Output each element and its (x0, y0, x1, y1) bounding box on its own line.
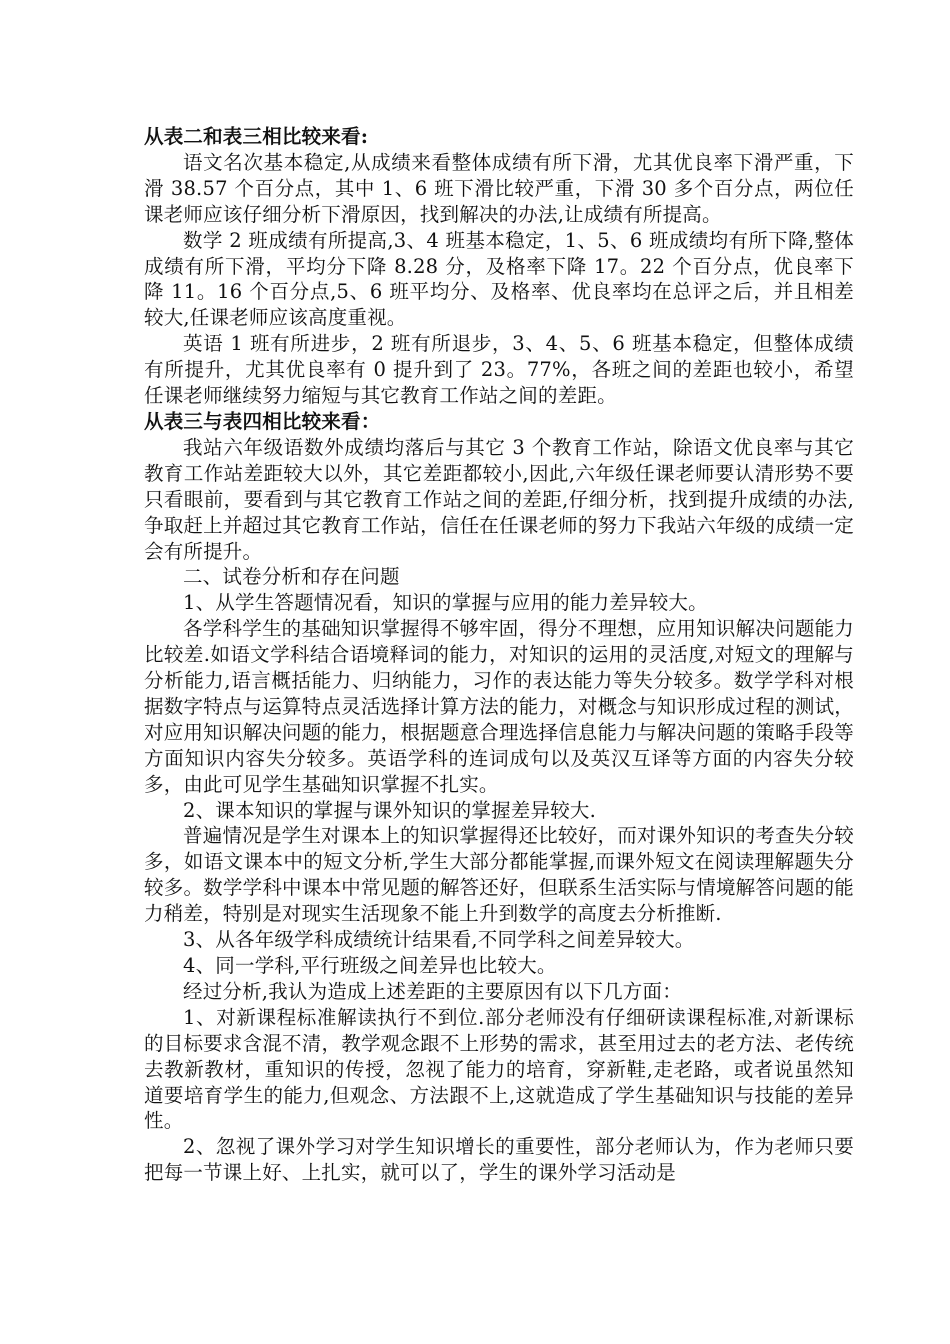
numbered-point: 1、从学生答题情况看，知识的掌握与应用的能力差异较大。 (183, 591, 708, 615)
numbered-point: 4、同一学科,平行班级之间差异也比较大。 (183, 954, 557, 977)
document-page (144, 124, 854, 1186)
paragraph: 语文名次基本稳定,从成绩来看整体成绩有所下滑，尤其优良率下滑严重，下滑 38.57 个百分点，其中 1、6 班下滑比较严重，下滑 30 多个百分点，两位任课老师应该仔细分析下滑原因，找到解决的办法,让成绩有所提高。 (144, 150, 854, 226)
numbered-point: 2、课本知识的掌握与课外知识的掌握差异较大. (183, 798, 597, 822)
paragraph: 我站六年级语数外成绩均落后与其它 3 个教育工作站，除语文优良率与其它教育工作站差距较大以外，其它差距都较小,因此,六年级任课老师要认清形势不要只看眼前，要看到与其它教育工作站之间的差距,仔细分析，找到提升成绩的办法,争取赶上并超过其它教育工作站，信任在任课老师的努力下我站六年级的成绩一定会有所提升。 (144, 435, 854, 563)
paragraph: 普遍情况是学生对课本上的知识掌握得还比较好，而对课外知识的考查失分较多，如语文课本中的短文分析,学生大部分都能掌握,而课外短文在阅读理解题失分较多。数学学科中课本中常见题的解答还好，但联系生活实际与情境解答问题的能力稍差，特别是对现实生活现象不能上升到数学的高度去分析推断. (144, 824, 854, 926)
section-heading: 从表二和表三相比较来看: (144, 125, 369, 148)
paragraph: 各学科学生的基础知识掌握得不够牢固，得分不理想，应用知识解决问题能力比较差.如语文学科结合语境释词的能力，对知识的运用的灵活度,对短文的理解与分析能力,语言概括能力、归纳能力，习作的表达能力等失分较多。数学学科对根据数字特点与运算特点灵活选择计算方法的能力，对概念与知识形成过程的测试，对应用知识解决问题的能力，根据题意合理选择信息能力与解决问题的策略手段等方面知识内容失分较多。英语学科的连词成句以及英汉互译等方面的内容失分较多，由此可见学生基础知识掌握不扎实。 (144, 617, 854, 796)
paragraph: 经过分析,我认为造成上述差距的主要原因有以下几方面： (183, 979, 682, 1003)
paragraph: 英语 1 班有所进步，2 班有所退步，3、4、5、6 班基本稳定，但整体成绩有所提升，尤其优良率有 0 提升到了 23。77%，各班之间的差距也较小，希望任课老师继续努力缩短与其它教育工作站之间的差距。 (144, 332, 854, 408)
paragraph: 数学 2 班成绩有所提高,3、4 班基本稳定，1、5、6 班成绩均有所下降,整体成绩有所下滑，平均分下降 8.28 分，及格率下降 17。22 个百分点，优良率下降 11。16 个百分点,5、6 班平均分、及格率、优良率均在总评之后，并且相差较大,任课老师应该高度重视。 (144, 228, 854, 330)
numbered-point: 2、忽视了课外学习对学生知识增长的重要性，部分老师认为，作为老师只要把每一节课上好、上扎实，就可以了，学生的课外学习活动是 (144, 1135, 854, 1185)
numbered-point: 1、对新课程标准解读执行不到位.部分老师没有仔细研读课程标准,对新课标的目标要求含混不清，教学观念跟不上形势的需求，甚至用过去的老方法、老传统去教新教材，重知识的传授，忽视了能力的培育，穿新鞋,走老路，或者说虽然知道要培育学生的能力,但观念、方法跟不上,这就造成了学生基础知识与技能的差异性。 (144, 1005, 854, 1133)
section-title: 二、试卷分析和存在问题 (183, 565, 400, 589)
numbered-point: 3、从各年级学科成绩统计结果看,不同学科之间差异较大。 (183, 928, 695, 952)
section-heading: 从表三与表四相比较来看： (144, 409, 381, 433)
